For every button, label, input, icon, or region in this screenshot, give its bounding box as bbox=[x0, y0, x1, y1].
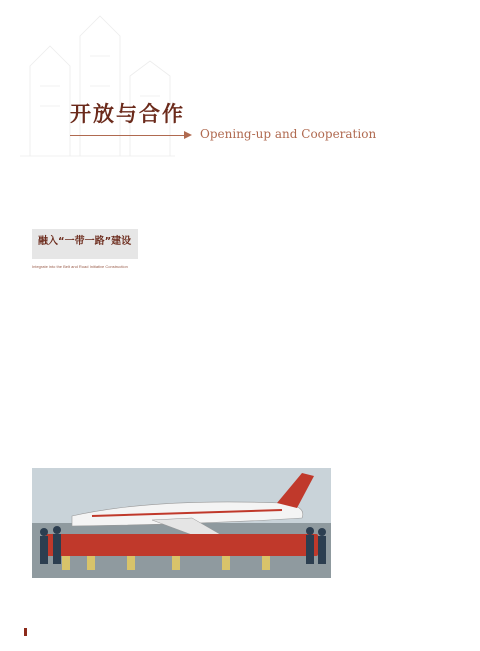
page-title: 开放与合作 bbox=[70, 101, 185, 126]
paragraph bbox=[341, 233, 461, 239]
sidebar-subtitle: Integrate into the Belt and Road Initiative Construction bbox=[32, 264, 128, 269]
paragraph bbox=[341, 217, 461, 223]
title-divider bbox=[70, 135, 185, 136]
right-column bbox=[341, 209, 461, 241]
page-footer bbox=[24, 628, 34, 636]
middle-column bbox=[170, 209, 330, 233]
paragraph bbox=[170, 217, 330, 223]
arrow-icon bbox=[184, 131, 192, 139]
paragraph bbox=[32, 300, 158, 306]
paragraph bbox=[170, 209, 330, 215]
paragraph bbox=[341, 209, 461, 215]
page-subtitle: Opening-up and Cooperation bbox=[200, 127, 377, 141]
footer-marker bbox=[24, 628, 27, 636]
left-column bbox=[32, 292, 158, 308]
paragraph bbox=[341, 225, 461, 231]
paragraph bbox=[170, 225, 330, 231]
paragraph bbox=[32, 292, 158, 298]
sidebar-title: 融入“一带一路”建设 bbox=[38, 236, 132, 247]
aircraft-photo bbox=[32, 468, 331, 578]
city-sketch-watermark bbox=[10, 6, 180, 166]
